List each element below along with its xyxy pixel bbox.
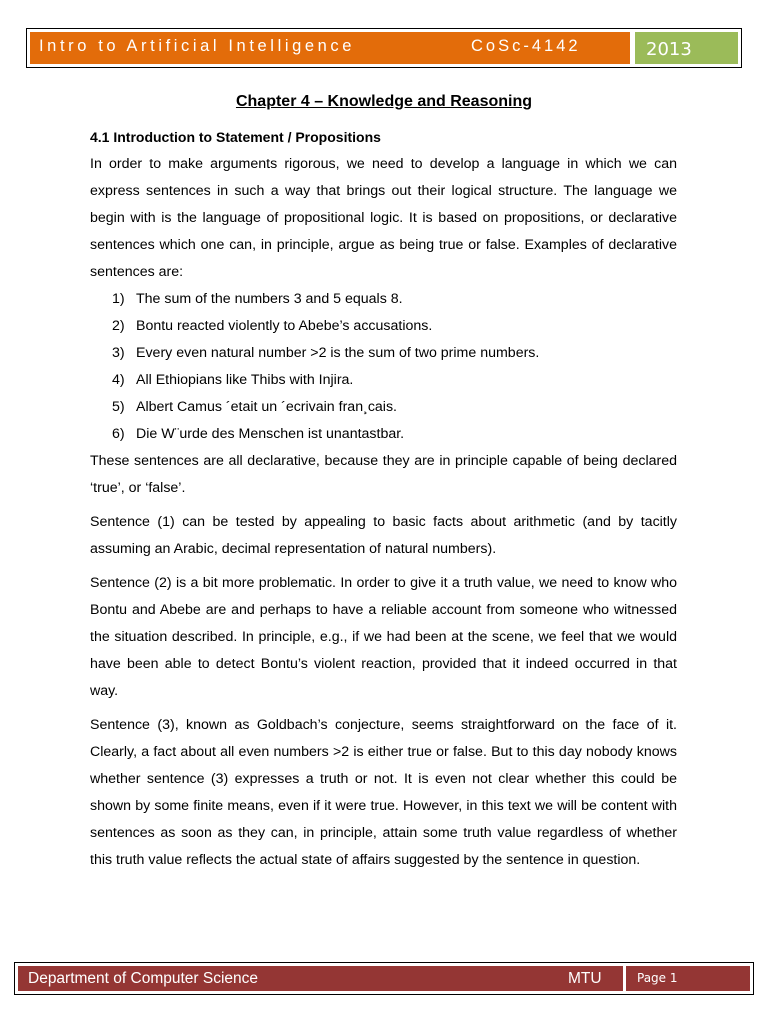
footer-page-band	[626, 966, 750, 991]
section-title: 4.1 Introduction to Statement / Propositions	[90, 129, 381, 145]
paragraph-declarative: These sentences are all declarative, because they are in principle capable of being declared ‘true’, or ‘false’.	[90, 453, 677, 496]
list-item-text: Every even natural number >2 is the sum of two prime numbers.	[136, 345, 540, 361]
list-item-text: All Ethiopians like Thibs with Injira.	[136, 372, 354, 388]
list-item-number: 1)	[112, 291, 125, 307]
list-item	[90, 286, 677, 313]
header-year-band	[635, 32, 738, 64]
list-item-text: Albert Camus ´etait un ´ecrivain fran¸cais.	[136, 399, 397, 415]
list-item	[90, 394, 677, 421]
paragraph-sentence-3: Sentence (3), known as Goldbach’s conjecture, seems straightforward on the face of it. Clearly, a fact about all even numbers >2 is either true or false. But to this day nobody knows whether sentence (3) expresses a truth or not. It is even not clear whether this could be shown by some finite means, even if it were true. However, in this text we will be content with sentences as soon as they can, in principle, attain some truth value regardless of whether this truth value reflects the actual state of affairs suggested by the sentence in question.	[90, 717, 677, 868]
institution-name: MTU	[568, 970, 602, 987]
list-item	[90, 421, 677, 448]
paragraph-sentence-2: Sentence (2) is a bit more problematic. In order to give it a truth value, we need to know who Bontu and Abebe are and perhaps to have a reliable account from someone who witnessed the situation described. In principle, e.g., if we had been at the scene, we feel that we would have been able to detect Bontu’s violent reaction, provided that it indeed occurred in that way.	[90, 575, 677, 699]
list-item-number: 6)	[112, 426, 125, 442]
list-item-number: 5)	[112, 399, 125, 415]
page-number: Page 1	[637, 971, 678, 985]
year-label: 2013	[646, 39, 692, 60]
intro-paragraph: In order to make arguments rigorous, we need to develop a language in which we can express sentences in such a way that brings out their logical structure. The language we begin with is the language of propositional logic. It is based on propositions, or declarative sentences which one can, in principle, argue as being true or false. Examples of declarative sentences are:	[90, 156, 677, 280]
list-item	[90, 313, 677, 340]
paragraph-sentence-1: Sentence (1) can be tested by appealing to basic facts about arithmetic (and by tacitly assuming an Arabic, decimal representation of natural numbers).	[90, 514, 677, 557]
department-name: Department of Computer Science	[28, 970, 259, 987]
list-item	[90, 340, 677, 367]
document-body	[90, 151, 677, 874]
list-item-text: The sum of the numbers 3 and 5 equals 8.	[136, 291, 403, 307]
list-item-number: 4)	[112, 372, 125, 388]
list-item	[90, 367, 677, 394]
course-code: CoSc-4142	[471, 37, 581, 55]
header-course-band	[30, 32, 630, 64]
footer-department-band	[18, 966, 623, 991]
chapter-title: Chapter 4 – Knowledge and Reasoning	[235, 93, 533, 110]
list-item-number: 2)	[112, 318, 125, 334]
page-header	[26, 28, 742, 68]
list-item-text: Bontu reacted violently to Abebe’s accusations.	[136, 318, 433, 334]
course-title: Intro to Artificial Intelligence	[39, 37, 356, 55]
list-item-number: 3)	[112, 345, 125, 361]
list-item-text: Die W¨urde des Menschen ist unantastbar.	[136, 426, 405, 442]
examples-list	[90, 286, 677, 448]
page-footer	[14, 962, 754, 995]
